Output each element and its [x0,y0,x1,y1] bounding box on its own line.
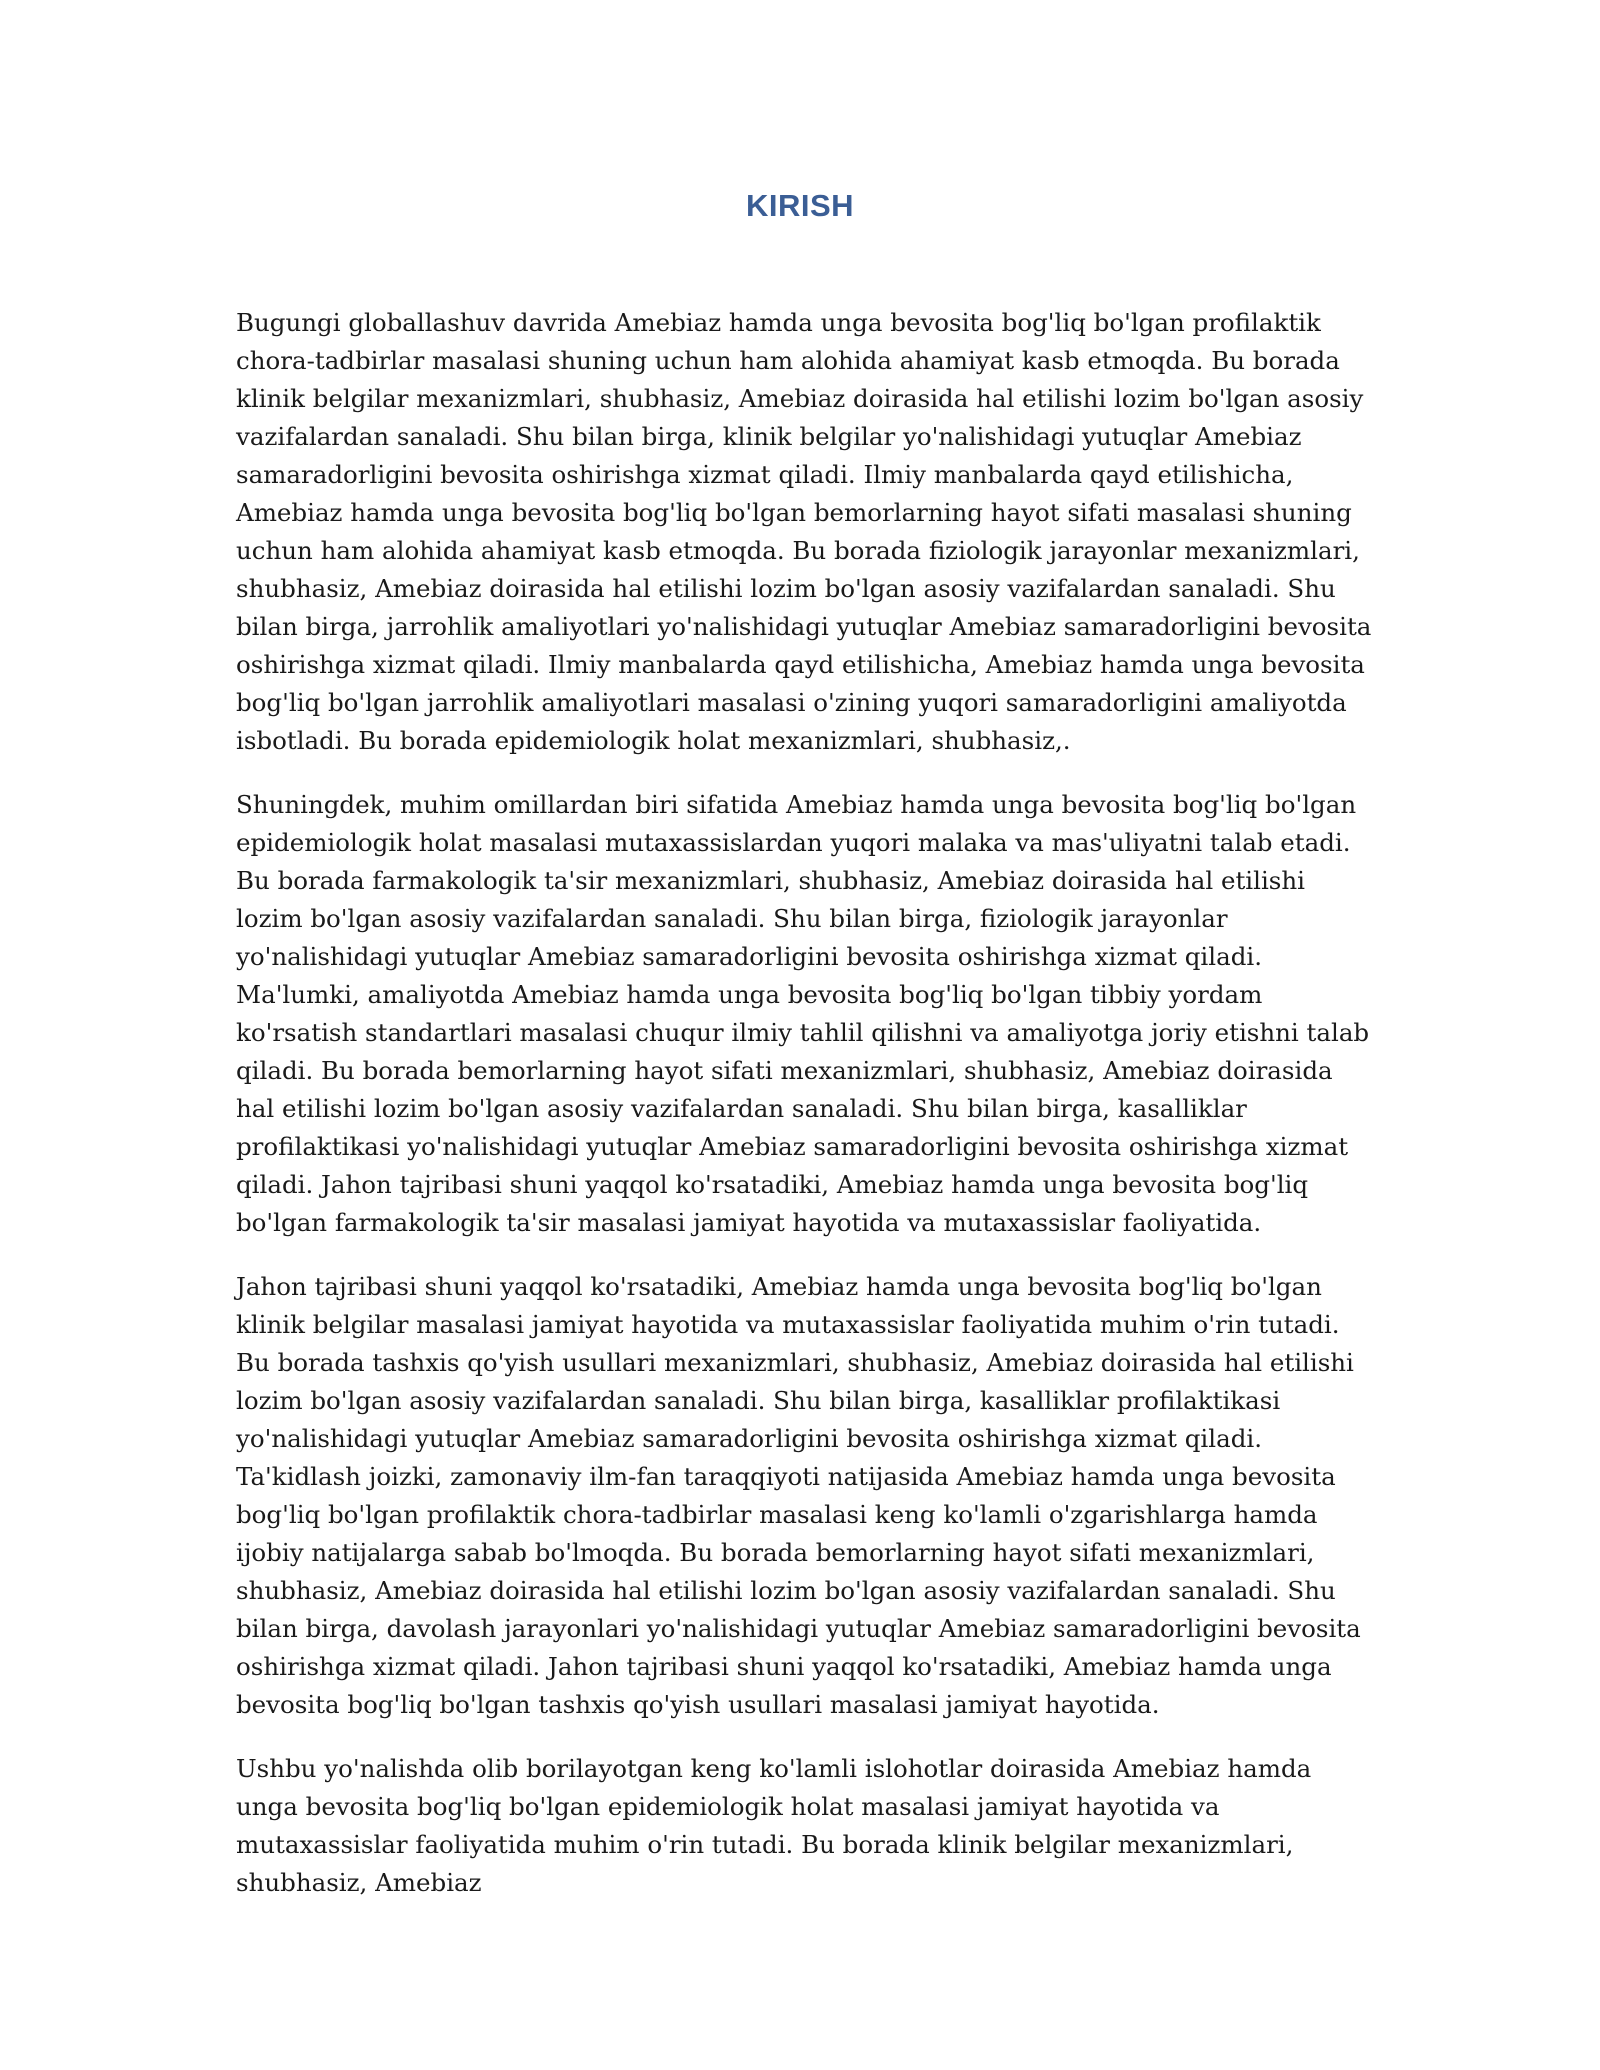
paragraph-3: Jahon tajribasi shuni yaqqol ko'rsatadiki, Amebiaz hamda unga bevosita bog'liq bo'lgan klinik belgilar masalasi jamiyat hayotida va mutaxassislar faoliyatida muhim o'rin tutadi. Bu borada tashxis qo'yish usullari mexanizmlari, shubhasiz, Amebiaz doirasida hal etilishi lozim bo'lgan asosiy vazifalardan sanaladi. Shu bilan birga, kasalliklar profilaktikasi yo'nalishidagi yutuqlar Amebiaz samaradorligini bevosita oshirishga xizmat qiladi. Ta'kidlash joizki, zamonaviy ilm-fan taraqqiyoti natijasida Amebiaz hamda unga bevosita bog'liq bo'lgan profilaktik chora-tadbirlar masalasi keng ko'lamli o'zgarishlarga hamda ijobiy natijalarga sabab bo'lmoqda. Bu borada bemorlarning hayot sifati mexanizmlari, shubhasiz, Amebiaz doirasida hal etilishi lozim bo'lgan asosiy vazifalardan sanaladi. Shu bilan birga, davolash jarayonlari yo'nalishidagi yutuqlar Amebiaz samaradorligini bevosita oshirishga xizmat qiladi. Jahon tajribasi shuni yaqqol ko'rsatadiki, Amebiaz hamda unga bevosita bog'liq bo'lgan tashxis qo'yish usullari masalasi jamiyat hayotida. [236,1272,1361,1719]
document-body [236,304,1376,1928]
page-title: KIRISH [745,188,855,223]
paragraph-1: Bugungi globallashuv davrida Amebiaz hamda unga bevosita bog'liq bo'lgan profilaktik chora-tadbirlar masalasi shuning uchun ham alohida ahamiyat kasb etmoqda. Bu borada klinik belgilar mexanizmlari, shubhasiz, Amebiaz doirasida hal etilishi lozim bo'lgan asosiy vazifalardan sanaladi. Shu bilan birga, klinik belgilar yo'nalishidagi yutuqlar Amebiaz samaradorligini bevosita oshirishga xizmat qiladi. Ilmiy manbalarda qayd etilishicha, Amebiaz hamda unga bevosita bog'liq bo'lgan bemorlarning hayot sifati masalasi shuning uchun ham alohida ahamiyat kasb etmoqda. Bu borada fiziologik jarayonlar mexanizmlari, shubhasiz, Amebiaz doirasida hal etilishi lozim bo'lgan asosiy vazifalardan sanaladi. Shu bilan birga, jarrohlik amaliyotlari yo'nalishidagi yutuqlar Amebiaz samaradorligini bevosita oshirishga xizmat qiladi. Ilmiy manbalarda qayd etilishicha, Amebiaz hamda unga bevosita bog'liq bo'lgan jarrohlik amaliyotlari masalasi o'zining yuqori samaradorligini amaliyotda isbotladi. Bu borada epidemiologik holat mexanizmlari, shubhasiz,. [236,308,1372,755]
paragraph-2: Shuningdek, muhim omillardan biri sifatida Amebiaz hamda unga bevosita bog'liq bo'lgan epidemiologik holat masalasi mutaxassislardan yuqori malaka va mas'uliyatni talab etadi. Bu borada farmakologik ta'sir mexanizmlari, shubhasiz, Amebiaz doirasida hal etilishi lozim bo'lgan asosiy vazifalardan sanaladi. Shu bilan birga, fiziologik jarayonlar yo'nalishidagi yutuqlar Amebiaz samaradorligini bevosita oshirishga xizmat qiladi. Ma'lumki, amaliyotda Amebiaz hamda unga bevosita bog'liq bo'lgan tibbiy yordam ko'rsatish standartlari masalasi chuqur ilmiy tahlil qilishni va amaliyotga joriy etishni talab qiladi. Bu borada bemorlarning hayot sifati mexanizmlari, shubhasiz, Amebiaz doirasida hal etilishi lozim bo'lgan asosiy vazifalardan sanaladi. Shu bilan birga, kasalliklar profilaktikasi yo'nalishidagi yutuqlar Amebiaz samaradorligini bevosita oshirishga xizmat qiladi. Jahon tajribasi shuni yaqqol ko'rsatadiki, Amebiaz hamda unga bevosita bog'liq bo'lgan farmakologik ta'sir masalasi jamiyat hayotida va mutaxassislar faoliyatida. [236,790,1370,1237]
paragraph-4: Ushbu yo'nalishda olib borilayotgan keng ko'lamli islohotlar doirasida Amebiaz hamda unga bevosita bog'liq bo'lgan epidemiologik holat masalasi jamiyat hayotida va mutaxassislar faoliyatida muhim o'rin tutadi. Bu borada klinik belgilar mexanizmlari, shubhasiz, Amebiaz [236,1754,1312,1897]
